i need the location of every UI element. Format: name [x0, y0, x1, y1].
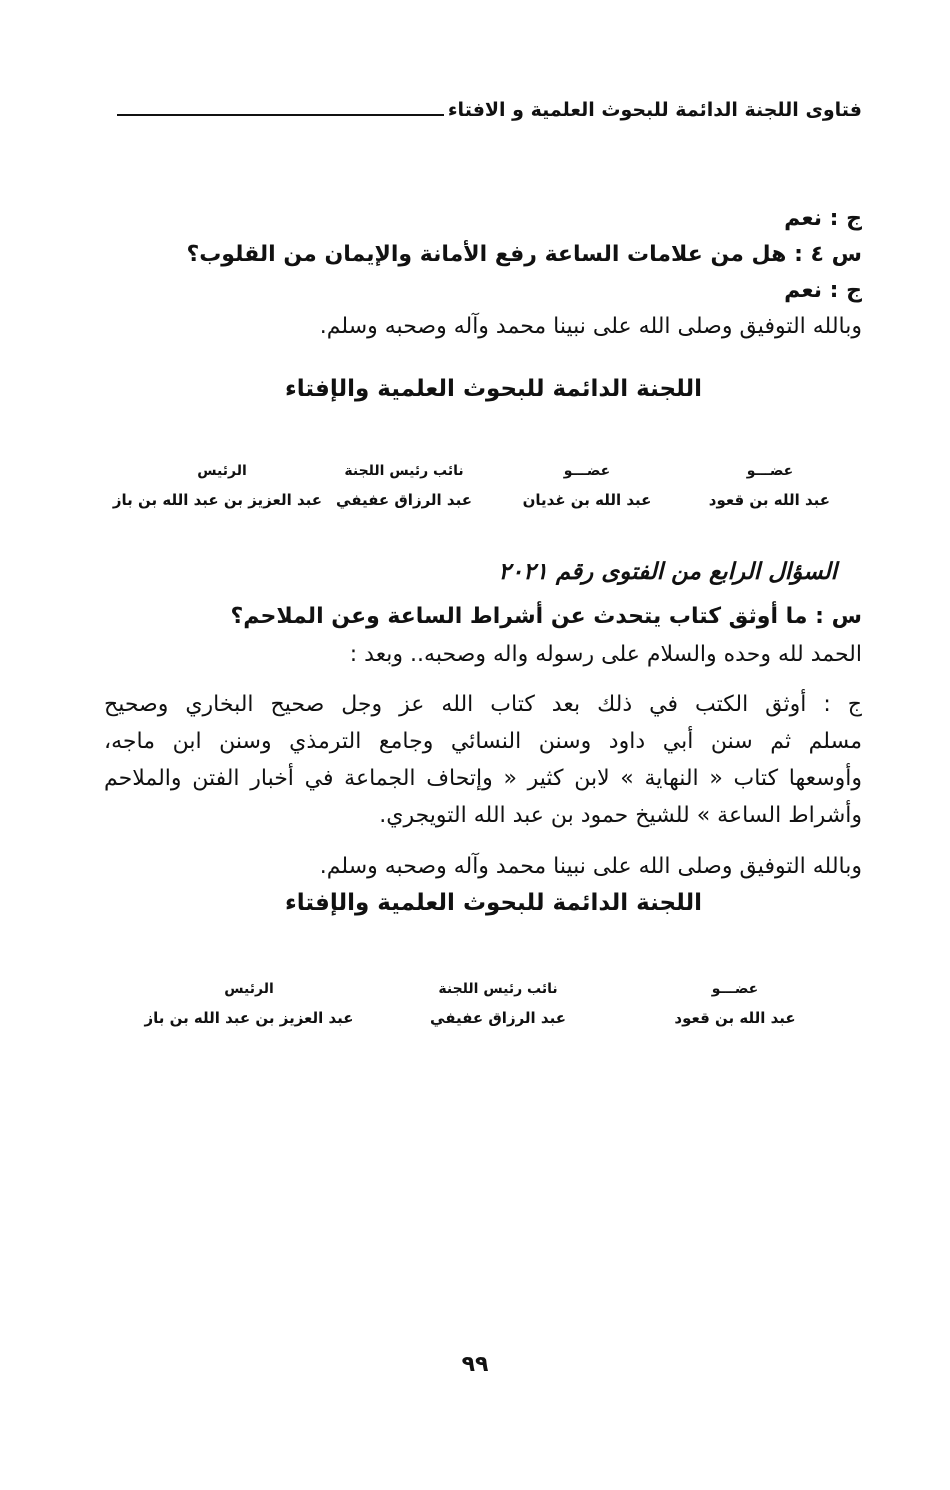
answer-yes-1: ج : نعم — [784, 206, 862, 231]
signature-name: عبد العزيز بن عبد الله بن باز — [112, 491, 322, 509]
header-rule — [117, 114, 444, 116]
signature-member-2 — [522, 460, 652, 512]
signature-name: عبد العزيز بن عبد الله بن باز — [144, 1009, 354, 1027]
header-title: فتاوى اللجنة الدائمة للبحوث العلمية و الافتاء — [447, 99, 862, 121]
signature-role: عضـــو — [563, 463, 611, 479]
signature-role: الرئيس — [197, 463, 247, 479]
signature-chairman — [112, 460, 322, 512]
signature-role: نائب رئيس اللجنة — [438, 981, 558, 997]
signature-role: عضـــو — [746, 463, 794, 479]
fatwa-section-2 — [117, 600, 862, 672]
signature-name: عبد الرزاق عفيفي — [336, 491, 472, 509]
signature-name: عبد الله بن قعود — [708, 491, 830, 509]
answer-line: وأوسعها كتاب « النهاية » لابن كثير « وإتحاف الجماعة في أخبار الفتن والملاحم — [104, 766, 862, 791]
closing-block-2 — [117, 850, 862, 884]
closing-prayer-2: وبالله التوفيق وصلى الله على نبينا محمد وآله وصحبه وسلم. — [319, 854, 862, 879]
signature-name: عبد الرزاق عفيفي — [430, 1009, 566, 1027]
signature-name: عبد الله بن غديان — [522, 491, 652, 509]
signature-member — [670, 978, 800, 1030]
signature-role: عضـــو — [711, 981, 759, 997]
answer-line: مسلم ثم سنن أبي داود وسنن النسائي وجامع الترمذي وسنن ابن ماجه، — [104, 729, 862, 754]
signature-name: عبد الله بن قعود — [674, 1009, 796, 1027]
answer-yes-2: ج : نعم — [784, 278, 862, 303]
signature-member-1 — [710, 460, 830, 512]
closing-prayer-1: وبالله التوفيق وصلى الله على نبينا محمد وآله وصحبه وسلم. — [319, 314, 862, 339]
signature-role: نائب رئيس اللجنة — [344, 463, 464, 479]
answer-paragraph — [104, 686, 862, 834]
answer-line: ج : أوثق الكتب في ذلك بعد كتاب الله عز وجل صحيح البخاري وصحيح — [104, 692, 862, 717]
question-4: س ٤ : هل من علامات الساعة رفع الأمانة والإيمان من القلوب؟ — [186, 242, 862, 267]
signature-chairman — [144, 978, 354, 1030]
signature-vice-chairman — [428, 978, 568, 1030]
section-heading: السؤال الرابع من الفتوى رقم ٢٠٢١ — [498, 559, 837, 585]
opening-praise: الحمد لله وحده والسلام على رسوله واله وصحبه.. وبعد : — [349, 642, 862, 667]
committee-name-1: اللجنة الدائمة للبحوث العلمية والإفتاء — [284, 376, 702, 402]
signature-role: الرئيس — [224, 981, 274, 997]
committee-name-2: اللجنة الدائمة للبحوث العلمية والإفتاء — [284, 890, 702, 916]
signature-vice-chairman — [334, 460, 474, 512]
answer-line: وأشراط الساعة » للشيخ حمود بن عبد الله التويجري. — [379, 803, 862, 828]
page-number: ٩٩ — [461, 1352, 489, 1377]
running-header — [117, 86, 862, 122]
question: س : ما أوثق كتاب يتحدث عن أشراط الساعة وعن الملاحم؟ — [230, 604, 862, 629]
fatwa-section-1 — [117, 202, 862, 344]
